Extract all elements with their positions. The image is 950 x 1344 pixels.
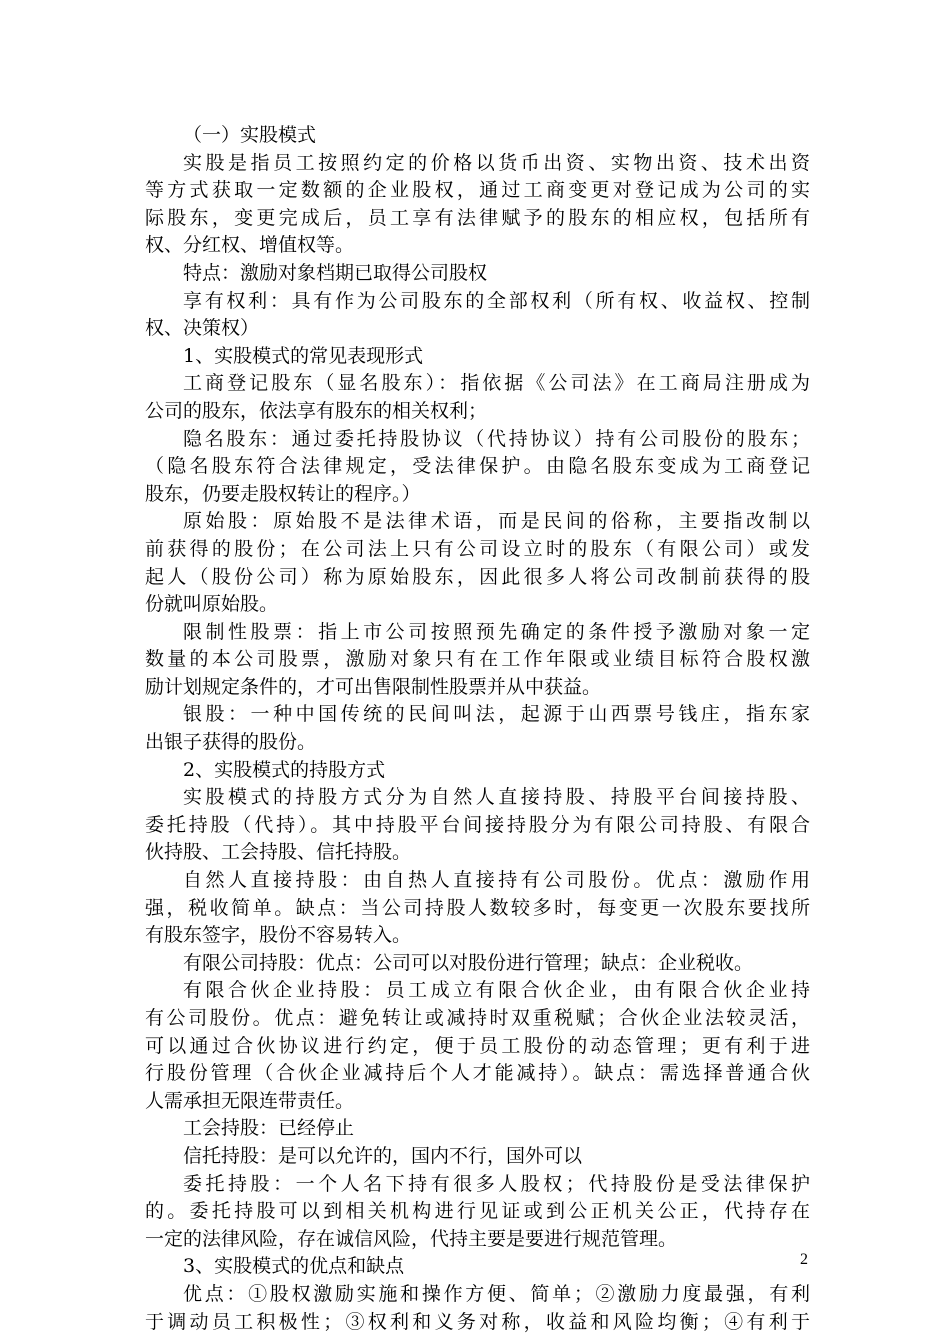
paragraph [145,784,810,867]
text-line: 起人（股份公司）称为原始股东，因此很多人将公司改制前获得的股 [145,565,810,588]
text-line: 特点：激励对象档期已取得公司股权 [183,261,488,284]
text-line: 可以通过合伙协议进行约定，便于员工股份的动态管理；更有利于进 [145,1034,810,1057]
paragraph [145,977,810,1115]
text-line: 有公司股份。优点：避免转让或减持时双重税赋；合伙企业法较灵活， [145,1007,810,1029]
text-line: 强，税收简单。缺点：当公司持股人数较多时，每变更一次股东要找所 [145,896,810,919]
text-line: 1、实股模式的常见表现形式 [183,344,424,367]
text-line: 工会持股：已经停止 [183,1117,355,1140]
text-line: 有股东签字，股份不容易转入。 [145,924,412,947]
text-line: 享有权利：具有作为公司股东的全部权利（所有权、收益权、控制 [183,289,810,312]
text-line: 励计划规定条件的，才可出售限制性股票并从中获益。 [145,675,602,698]
text-line: 伙持股、工会持股、信托持股。 [145,841,412,864]
paragraph [145,867,810,950]
text-line: 一定的法律风险，存在诚信风险，代持主要是要进行规范管理。 [145,1227,678,1250]
text-line: 实股是指员工按照约定的价格以货币出资、实物出资、技术出资 [183,151,810,174]
paragraph [145,619,810,702]
paragraph [145,122,810,150]
text-line: 出银子获得的股份。 [145,731,317,754]
text-line: 隐名股东：通过委托持股协议（代持协议）持有公司股份的股东； [183,427,810,450]
paragraph [145,1115,810,1143]
paragraph [145,260,810,288]
text-line: 数量的本公司股票，激励对象只有在工作年限或业绩目标符合股权激 [145,648,810,671]
text-line: 银股：一种中国传统的民间叫法，起源于山西票号钱庄，指东家 [183,703,810,726]
paragraph [145,426,810,509]
text-line: 的。委托持股可以到相关机构进行见证或到公正机关公正，代持存在 [145,1200,810,1223]
text-line: 自然人直接持股：由自热人直接持有公司股份。优点：激励作用 [183,869,810,892]
text-line: 工商登记股东（显名股东）：指依据《公司法》在工商局注册成为 [183,372,810,395]
text-line: 有限合伙企业持股：员工成立有限合伙企业，由有限合伙企业持 [183,979,810,1002]
text-line: 实股模式的持股方式分为自然人直接持股、持股平台间接持股、 [183,786,810,809]
text-line: 于调动员工积极性；③权利和义务对称，收益和风险均衡；④有利于 [145,1310,810,1333]
paragraph [145,288,810,343]
text-line: 股东，仍要走股权转让的程序。） [145,482,421,505]
text-line: 权、分红权、增值权等。 [145,234,355,257]
text-line: （隐名股东符合法律规定，受法律保护。由隐名股东变成为工商登记 [145,455,810,478]
paragraph [145,343,810,371]
text-line: 限制性股票：指上市公司按照预先确定的条件授予激励对象一定 [183,620,810,643]
text-line: 委托持股（代持）。其中持股平台间接持股分为有限公司持股、有限合 [145,813,810,836]
text-line: 份就叫原始股。 [145,593,279,616]
text-line: 信托持股：是可以允许的，国内不行，国外可以 [183,1144,583,1167]
paragraph [145,1143,810,1171]
paragraph [145,701,810,756]
text-line: 2、实股模式的持股方式 [183,758,386,781]
page-number: 2 [800,1251,808,1268]
text-line: 优点：①股权激励实施和操作方便、简单；②激励力度最强，有利 [183,1282,810,1305]
paragraph [145,950,810,978]
paragraph [145,370,810,425]
paragraph [145,1171,810,1254]
text-line: 行股份管理（合伙企业减持后个人才能减持）。缺点：需选择普通合伙 [145,1062,810,1085]
paragraph [145,1253,810,1281]
text-line: 有限公司持股：优点：公司可以对股份进行管理；缺点：企业税收。 [183,951,754,974]
document-body [145,122,810,1336]
text-line: 前获得的股份；在公司法上只有公司设立时的股东（有限公司）或发 [145,537,810,560]
text-line: （一）实股模式 [183,124,317,146]
paragraph [145,508,810,618]
text-line: 公司的股东，依法享有股东的相关权利； [145,399,488,422]
text-line: 际股东，变更完成后，员工享有法律赋予的股东的相应权，包括所有 [145,206,810,229]
paragraph [145,757,810,785]
paragraph [145,1281,810,1336]
text-line: 委托持股：一个人名下持有很多人股权；代持股份是受法律保护 [183,1172,810,1195]
text-line: 3、实股模式的优点和缺点 [183,1255,405,1278]
text-line: 等方式获取一定数额的企业股权，通过工商变更对登记成为公司的实 [145,179,810,202]
paragraph [145,150,810,260]
text-line: 权、决策权） [145,317,260,340]
text-line: 人需承担无限连带责任。 [145,1089,355,1112]
text-line: 原始股：原始股不是法律术语，而是民间的俗称，主要指改制以 [183,510,810,533]
